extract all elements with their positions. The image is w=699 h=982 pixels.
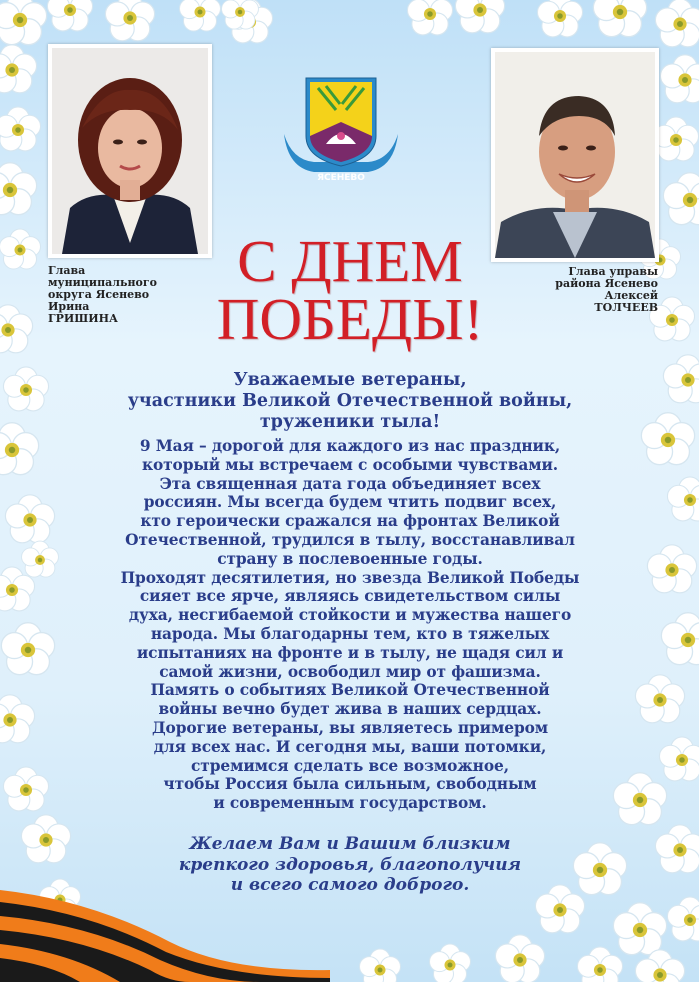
blossom-flower <box>659 737 699 781</box>
blossom-flower <box>360 949 401 982</box>
body-line: сияет все ярче, являясь свидетельством силы <box>139 587 561 606</box>
blossom-flower <box>613 773 666 825</box>
blossom-flower <box>430 944 471 982</box>
wish-line: Желаем Вам и Вашим близким <box>189 834 511 854</box>
blossom-flower <box>5 495 54 543</box>
body-line: Память о событиях Великой Отечественной <box>150 681 550 700</box>
salutation-line: Уважаемые ветераны, <box>233 370 467 390</box>
body-line: Дорогие ветераны, вы являетесь примером <box>151 718 549 737</box>
blossom-flower <box>635 675 684 723</box>
blossom-flower <box>667 897 699 941</box>
blossom-flower <box>667 477 699 521</box>
blossom-flower <box>3 367 48 411</box>
body-line: самой жизни, освободил мир от фашизма. <box>159 662 541 681</box>
body-line: страну в послевоенные годы. <box>217 549 483 568</box>
st-george-ribbon <box>0 860 330 982</box>
body-line: который мы встречаем с особыми чувствами. <box>141 455 559 474</box>
greeting-body <box>80 437 620 813</box>
right-person-photo <box>491 48 659 262</box>
emblem-label: ЯСЕНЕВО <box>317 173 365 183</box>
blossom-flower <box>495 935 544 982</box>
blossom-flower <box>21 815 70 863</box>
blossom-flower <box>663 173 699 225</box>
wish-line: крепкого здоровья, благополучия <box>178 854 522 875</box>
title-line: ПОБЕДЫ! <box>216 286 484 352</box>
salutation <box>80 370 620 433</box>
blossom-flower <box>593 0 646 37</box>
blossom-flower <box>180 0 221 31</box>
title-line: С ДНЕМ <box>237 228 463 294</box>
blossom-flower <box>3 767 48 811</box>
blossom-flower <box>655 0 699 47</box>
caption-line: ТОЛЧЕЕВ <box>594 301 658 314</box>
blossom-flower <box>0 305 33 353</box>
blossom-flower <box>105 0 154 41</box>
blossom-flower <box>407 0 452 35</box>
body-line: Проходят десятилетия, но звезда Великой Победы <box>120 568 580 587</box>
blossom-flower <box>537 0 582 37</box>
blossom-flower <box>22 541 59 577</box>
blossom-flower <box>0 45 37 93</box>
body-line: Отечественной, трудился в тылу, восстанавливал <box>125 530 575 549</box>
left-person-caption <box>48 265 178 325</box>
caption-line: Алексей <box>604 289 658 302</box>
blossom-flower <box>47 0 92 31</box>
blossom-flower <box>641 413 694 465</box>
blossom-flower <box>0 423 39 475</box>
body-line: россиян. Мы всегда будем чтить подвиг всех, <box>143 493 557 512</box>
blossom-flower <box>647 545 696 593</box>
blossom-flower <box>455 0 504 33</box>
man-portrait-image <box>495 52 655 258</box>
body-line: войны вечно будет жива в наших сердцах. <box>158 700 542 719</box>
body-line: для всех нас. И сегодня мы, ваши потомки, <box>153 737 547 756</box>
right-person-caption <box>520 266 658 314</box>
caption-line: муниципального <box>48 276 157 289</box>
blossom-flower <box>0 695 35 743</box>
caption-line: Глава управы <box>568 265 658 278</box>
blossom-flower <box>577 947 622 982</box>
left-person-photo <box>48 44 212 258</box>
wish-line: и всего самого доброго. <box>230 875 470 895</box>
caption-line: района Ясенево <box>555 277 658 290</box>
caption-line: Глава <box>48 264 86 277</box>
caption-line: Ирина <box>48 300 90 313</box>
body-line: народа. Мы благодарны тем, кто в тяжелых <box>150 624 550 643</box>
body-line: 9 Мая – дорогой для каждого из нас праздник, <box>139 437 561 455</box>
caption-line: ГРИШИНА <box>48 312 118 325</box>
body-line: стремимся сделать все возможное, <box>191 756 509 775</box>
blossom-flower <box>660 55 699 103</box>
body-line: и современным государством. <box>213 794 487 813</box>
blossom-flower <box>0 163 37 215</box>
blossom-flower <box>0 229 41 269</box>
blossom-flower <box>653 117 698 161</box>
salutation-line: труженики тыла! <box>259 412 441 432</box>
district-coat-of-arms <box>278 74 404 184</box>
salutation-line: участники Великой Отечественной войны, <box>127 391 573 411</box>
blossom-flower <box>0 107 41 151</box>
blossom-flower <box>222 0 259 29</box>
blossom-flower <box>1 623 54 675</box>
blossom-flower <box>655 825 699 873</box>
body-line: Эта священная дата года объединяет всех <box>159 474 541 493</box>
caption-line: округа Ясенево <box>48 288 150 301</box>
blossom-flower <box>661 613 699 665</box>
body-line: духа, несгибаемой стойкости и мужества нашего <box>128 606 572 625</box>
blossom-flower <box>0 0 47 45</box>
blossom-flower <box>635 950 684 982</box>
greeting-title <box>190 228 510 352</box>
body-line: испытаниях на фронте и в тылу, не щадя сил и <box>136 643 564 662</box>
blossom-flower <box>613 903 666 955</box>
woman-portrait-image <box>52 48 208 254</box>
body-line: кто героически сражался на фронтах Великой <box>140 512 560 531</box>
blossom-flower <box>663 355 699 403</box>
body-line: чтобы Россия была сильным, свободным <box>163 775 537 794</box>
